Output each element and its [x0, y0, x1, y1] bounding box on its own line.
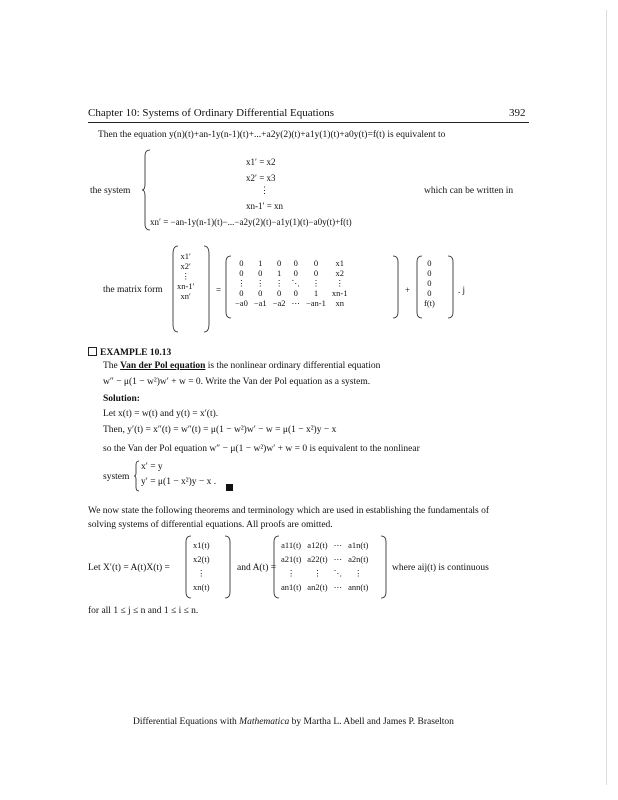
page-edge: [606, 10, 607, 785]
forcing-entry: f(t): [424, 298, 435, 308]
solution-line-3: so the Van der Pol equation w″ − μ(1 − w²)w′ + w = 0 is equivalent to the nonlinear: [103, 444, 420, 454]
a-matrix-entry: a2n(t): [348, 554, 369, 564]
coef-entry: 0: [293, 268, 298, 278]
and-text: and A(t) =: [237, 563, 277, 573]
van-der-pol-term: Van der Pol equation: [120, 361, 206, 371]
footer: [133, 717, 454, 727]
coef-entry: ⋱: [291, 278, 300, 288]
matrix-form-label: the matrix form: [103, 285, 163, 295]
lhs-vector: [174, 251, 197, 301]
coef-entry: 0: [313, 268, 319, 278]
vec-entry: ⋮: [335, 278, 344, 288]
equals-sign: =: [216, 285, 222, 295]
example-line-1: [103, 361, 380, 371]
system-label: the system: [90, 186, 131, 196]
coef-entry: 1: [258, 258, 263, 268]
coef-entry: −an-1: [305, 298, 326, 308]
example-line-1-pre: The: [103, 361, 118, 371]
coef-entry: 0: [276, 288, 282, 298]
lhs-entry: x1′: [180, 251, 191, 261]
x-vector-entry: ⋮: [197, 568, 206, 578]
qed-square-icon: [222, 477, 233, 495]
vec-entry: xn: [335, 298, 344, 308]
coef-entry: ⋮: [274, 278, 284, 288]
solution-system-eq-1: x′ = y: [141, 462, 163, 472]
a-matrix-entry: ⋮: [313, 568, 322, 578]
footer-post: by Martha L. Abell and James P. Braselton: [291, 717, 454, 727]
coef-entry: ⋮: [255, 278, 265, 288]
a-matrix-entry: a1n(t): [348, 540, 369, 550]
checkbox-icon: [88, 347, 97, 356]
a-matrix-entry: a11(t): [281, 540, 302, 550]
matrix-trailer: . j: [458, 285, 466, 295]
coef-entry: 1: [313, 288, 319, 298]
page-number: 392: [509, 107, 526, 119]
a-matrix-entry: ⋯: [333, 582, 343, 592]
coef-entry: 0: [293, 258, 298, 268]
coef-matrix: [232, 258, 350, 308]
example-title: [88, 347, 171, 358]
coef-entry: −a2: [272, 298, 286, 308]
lhs-entry: ⋮: [181, 271, 190, 281]
coef-entry: 0: [313, 258, 319, 268]
intro-text: Then the equation y(n)(t)+an-1y(n-1)(t)+...+a2y(2)(t)+a1y(1)(t)+a0y(t)=f(t) is equivalent to: [98, 130, 446, 140]
a-matrix-entry: ⋮: [353, 568, 363, 578]
header-rule: [88, 122, 529, 123]
system-word: system: [103, 472, 130, 482]
lhs-entry: xn-1′: [177, 281, 195, 291]
footer-pre: Differential Equations with: [133, 717, 237, 727]
forcing-entry: 0: [427, 268, 432, 278]
a-matrix-entry: ⋯: [333, 554, 343, 564]
coef-entry: 0: [293, 288, 298, 298]
footer-italic: Mathematica: [239, 717, 290, 727]
a-matrix-entry: a21(t): [281, 554, 302, 564]
a-matrix-entry: ann(t): [348, 582, 369, 592]
forcing-entry: 0: [427, 278, 432, 288]
x-vector-entry: x2(t): [193, 554, 210, 564]
coef-entry: 0: [276, 258, 282, 268]
solution-heading: Solution:: [103, 394, 140, 404]
solution-line-1: Let x(t) = w(t) and y(t) = x′(t).: [103, 409, 219, 419]
final-line: for all 1 ≤ j ≤ n and 1 ≤ i ≤ n.: [88, 606, 199, 616]
example-title-text: EXAMPLE 10.13: [100, 348, 172, 358]
x-vector-entry: xn(t): [193, 582, 210, 592]
a-matrix: [278, 538, 371, 594]
body-para-1: We now state the following theorems and terminology which are used in establishing the fundamentals of: [88, 506, 490, 516]
solution-brace: [134, 461, 140, 491]
forcing-entry: 0: [427, 288, 432, 298]
coef-entry: 1: [276, 268, 282, 278]
where-text: where aij(t) is continuous: [392, 563, 489, 573]
coef-entry: ⋯: [291, 298, 300, 308]
system-eq-dots: ⋮: [260, 185, 269, 195]
x-vector: [190, 538, 213, 594]
a-matrix-entry: ⋮: [286, 568, 296, 578]
a-matrix-entry: a22(t): [307, 554, 328, 564]
vec-entry: x1: [335, 258, 344, 268]
lhs-entry: x2′: [180, 261, 191, 271]
body-para-2: solving systems of differential equations. All proofs are omitted.: [88, 520, 333, 530]
coef-entry: ⋮: [237, 278, 246, 288]
let-text: Let X′(t) = A(t)X(t) =: [88, 563, 170, 573]
system-eq-3: xn-1′ = xn: [246, 201, 284, 211]
a-matrix-entry: ⋯: [333, 540, 343, 550]
vec-entry: xn-1: [331, 288, 348, 298]
forcing-entry: 0: [427, 258, 432, 268]
example-line-2: w″ − μ(1 − w²)w′ + w = 0. Write the Van der Pol equation as a system.: [103, 377, 371, 387]
coef-entry: 0: [258, 268, 263, 278]
coef-entry: 0: [258, 288, 263, 298]
system-right-text: which can be written in: [424, 186, 514, 196]
coef-entry: −a1: [253, 298, 267, 308]
example-line-1-post: is the nonlinear ordinary differential equation: [207, 361, 381, 371]
coef-entry: 0: [239, 258, 244, 268]
vec-entry: x2: [335, 268, 344, 278]
coef-entry: 0: [239, 288, 244, 298]
lhs-entry: xn′: [180, 291, 191, 301]
a-matrix-entry: an1(t): [281, 582, 302, 592]
a-matrix-entry: ⋱: [333, 568, 343, 578]
plus-sign: +: [405, 285, 411, 295]
solution-system-eq-2: y′ = μ(1 − x²)y − x .: [141, 477, 217, 487]
a-matrix-entry: an2(t): [307, 582, 328, 592]
coef-entry: ⋮: [311, 278, 321, 288]
a-matrix-entry: a12(t): [307, 540, 328, 550]
chapter-title: Chapter 10: Systems of Ordinary Differential Equations: [88, 107, 335, 119]
system-eq-1: x1′ = x2: [246, 157, 276, 167]
coef-entry: −a0: [235, 298, 248, 308]
coef-entry: 0: [239, 268, 244, 278]
x-vector-entry: x1(t): [193, 540, 210, 550]
forcing-vector: [421, 258, 438, 308]
solution-line-2: Then, y′(t) = x″(t) = w″(t) = μ(1 − w²)w′ − w = μ(1 − x²)y − x: [103, 425, 337, 435]
system-eq-4: xn′ = −an-1y(n-1)(t)−...−a2y(2)(t)−a1y(1)(t)−a0y(t)+f(t): [150, 217, 352, 227]
system-eq-2: x2′ = x3: [246, 173, 276, 183]
